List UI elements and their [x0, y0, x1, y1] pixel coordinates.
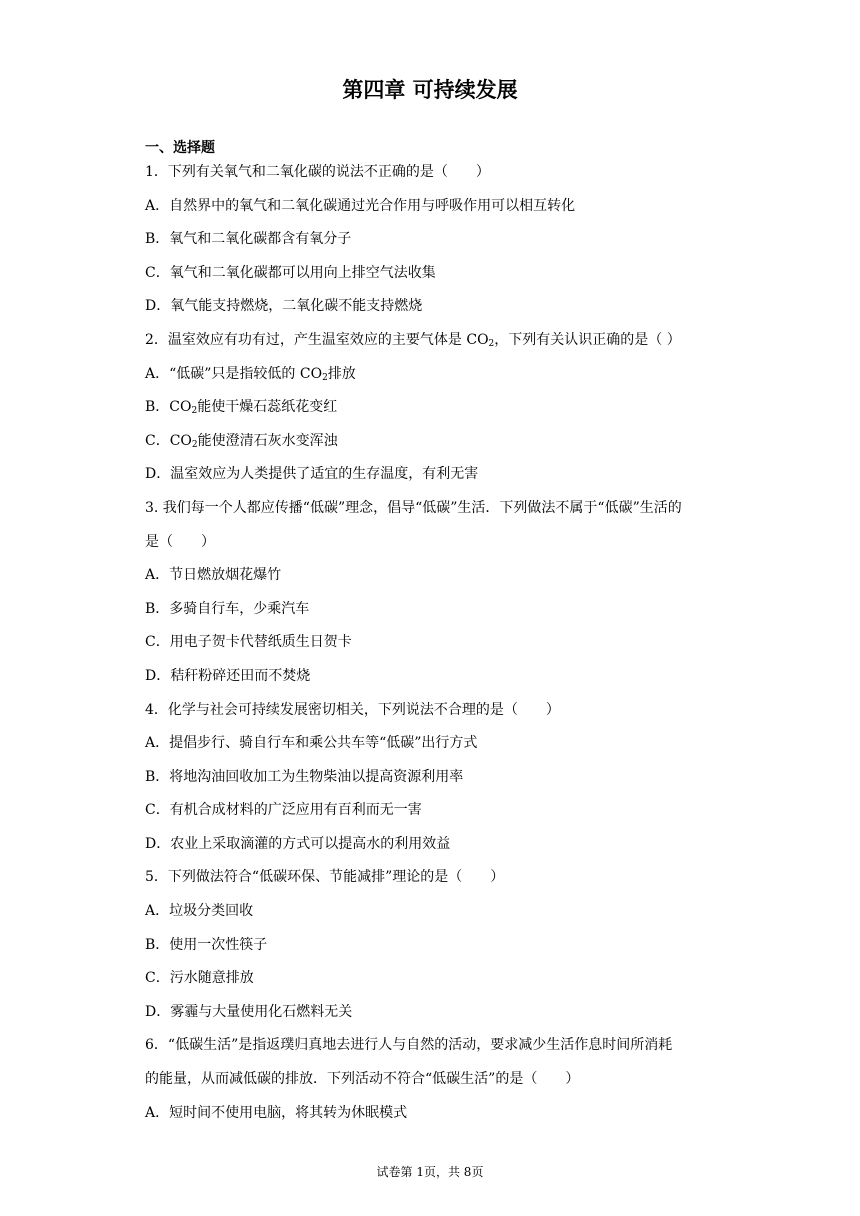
question-1-option-b: B．氧气和二氧化碳都含有氧分子	[145, 231, 352, 248]
subscript-2: 2	[322, 372, 328, 383]
question-1-option-a: A．自然界中的氧气和二氧化碳通过光合作用与呼吸作用可以相互转化	[145, 197, 576, 214]
question-2-stem	[145, 330, 730, 364]
option-b-tail: 能使干燥石蕊纸花变红	[197, 399, 338, 416]
option-a-text: A．“低碳”只是指较低的 CO	[145, 365, 323, 382]
question-3-option-a: A．节日燃放烟花爆竹	[145, 567, 282, 584]
option-c-text: C．CO	[145, 432, 192, 449]
question-1-option-c: C．氧气和二氧化碳都可以用向上排空气法收集	[145, 264, 436, 281]
question-4-option-a: A．提倡步行、骑自行车和乘公共车等“低碳”出行方式	[145, 735, 478, 752]
question-4-option-c: C．有机合成材料的广泛应用有百利而无一害	[145, 802, 422, 819]
question-4-stem: 4．化学与社会可持续发展密切相关，下列说法不合理的是（ ）	[145, 701, 560, 718]
question-2-option-d: D．温室效应为人类提供了适宜的生存温度，有利无害	[145, 466, 479, 483]
question-6-stem-line-1: 6．“低碳生活”是指返璞归真地去进行人与自然的活动，要求减少生活作息时间所消耗	[145, 1037, 673, 1054]
question-2-option-b	[145, 397, 730, 431]
question-2-option-a	[145, 364, 730, 398]
question-6-option-a: A．短时间不使用电脑，将其转为休眠模式	[145, 1104, 408, 1121]
question-5-option-a: A．垃圾分类回收	[145, 903, 254, 920]
question-4-option-b: B．将地沟油回收加工为生物柴油以提高资源利用率	[145, 768, 464, 785]
subscript-2: 2	[191, 406, 198, 417]
question-3-stem-line-2: 是（ ）	[145, 533, 215, 550]
question-5-option-b: B．使用一次性筷子	[145, 936, 268, 953]
option-b-text: B．CO	[145, 399, 192, 416]
question-5-option-d: D．雾霾与大量使用化石燃料无关	[145, 1003, 353, 1020]
question-list	[145, 162, 730, 1136]
question-3-stem-line-1: 3. 我们每一个人都应传播“低碳”理念，倡导“低碳”生活．下列做法不属于“低碳”生活的	[145, 499, 682, 516]
question-5-stem: 5．下列做法符合“低碳环保、节能减排”理论的是（ ）	[145, 869, 505, 886]
subscript-2: 2	[488, 338, 495, 349]
question-5-option-c: C．污水随意排放	[145, 970, 254, 987]
question-1-stem: 1．下列有关氧气和二氧化碳的说法不正确的是（ ）	[145, 164, 490, 180]
question-3-option-c: C．用电子贺卡代替纸质生日贺卡	[145, 634, 352, 651]
option-c-tail: 能使澄清石灰水变浑浊	[197, 432, 338, 449]
question-2-option-c	[145, 431, 730, 465]
question-3-option-d: D．秸秆粉碎还田而不焚烧	[145, 667, 311, 684]
option-a-tail: 排放	[327, 365, 356, 382]
question-6-stem-line-2: 的能量，从而减低碳的排放．下列活动不符合“低碳生活”的是（ ）	[145, 1071, 580, 1088]
page-footer: 试卷第 1页，共 8页	[376, 1165, 484, 1179]
subscript-2: 2	[191, 439, 198, 450]
question-1-option-d: D．氧气能支持燃烧，二氧化碳不能支持燃烧	[145, 298, 423, 315]
question-2-stem-tail: ，下列有关认识正确的是（ ）	[494, 331, 681, 348]
section-title: 一、选择题	[145, 140, 215, 156]
question-4-option-d: D．农业上采取滴灌的方式可以提高水的利用效益	[145, 835, 451, 852]
page-title: 第四章 可持续发展	[342, 78, 518, 102]
question-3-option-b: B．多骑自行车，少乘汽车	[145, 600, 310, 617]
question-2-stem-text: 2．温室效应有功有过，产生温室效应的主要气体是 CO	[145, 331, 489, 348]
